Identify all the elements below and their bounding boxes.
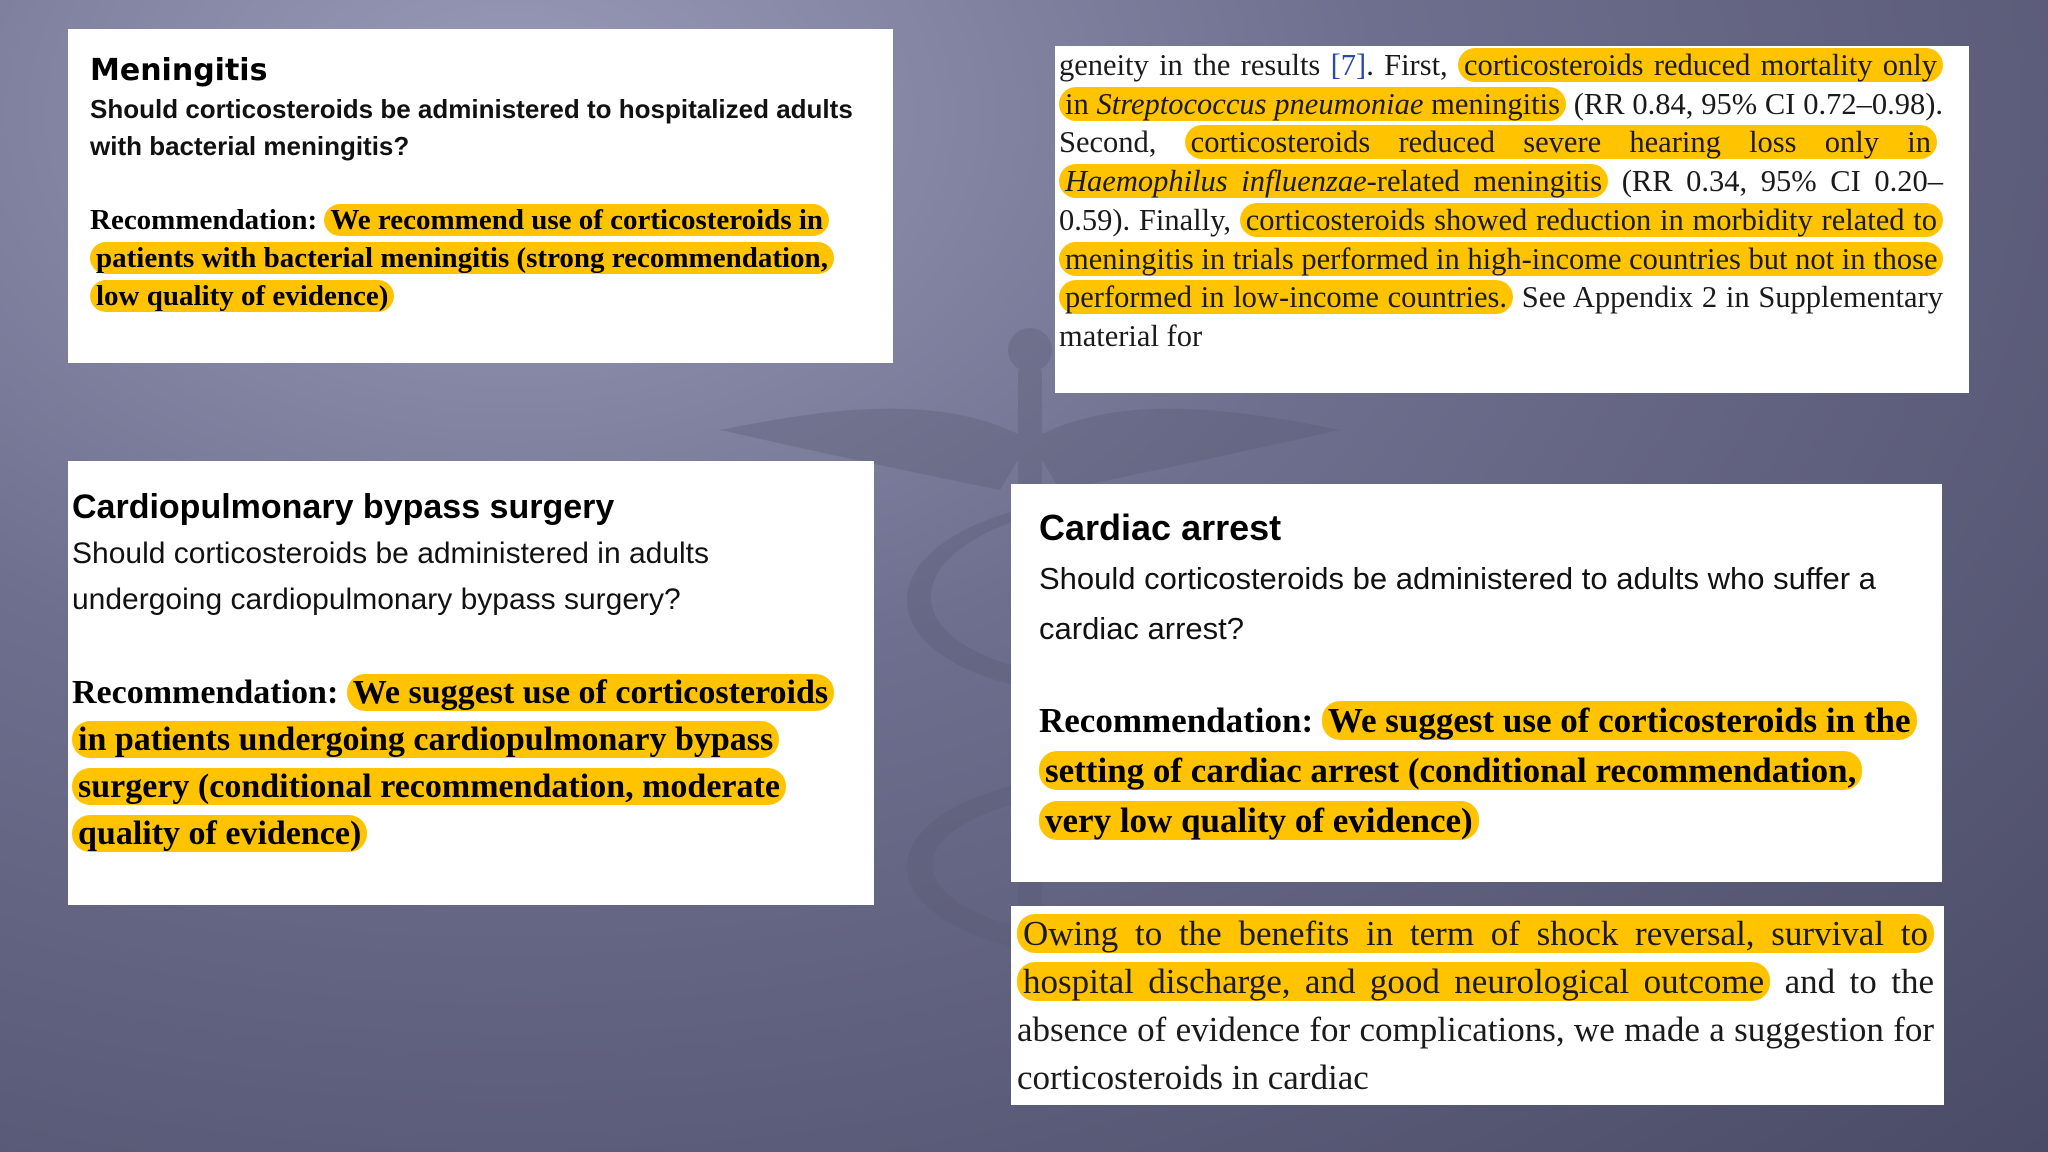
recommendation-label: Recommendation: [1039,701,1314,740]
cardiac-excerpt-paragraph [1017,910,1934,1102]
excerpt-text: (RR 0.34, 95% CI 0.20–0.59). Finally, [1059,164,1943,237]
cardiopulmonary-title: Cardiopulmonary bypass surgery [72,488,615,526]
cardiopulmonary-question: Should corticosteroids be administered in adults undergoing cardiopulmonary bypass surgery? [72,537,710,616]
highlight-text: -related meningitis [1366,164,1603,199]
excerpt-text: . First, [1366,48,1458,82]
excerpt-text: and to the absence of evidence for complications, we made a suggestion for corticosteroids in cardiac [1017,962,1934,1097]
meningitis-excerpt-panel [1055,46,1969,393]
meningitis-excerpt-paragraph [1059,46,1943,356]
meningitis-recommendation [90,201,869,315]
species-name: Haemophilus influenzae [1065,164,1367,199]
meningitis-question: Should corticosteroids be administered to hospitalized adults with bacterial meningitis? [90,94,853,161]
cardiac-arrest-recommendation [1039,696,1926,846]
highlight-text: corticosteroids reduced mortality only in [1065,48,1938,121]
cardiopulmonary-panel [68,461,874,905]
meningitis-panel [68,29,893,363]
cardiac-arrest-title: Cardiac arrest [1039,507,1282,548]
recommendation-text: We suggest use of corticosteroids in the setting of cardiac arrest (conditional recommendation, very low quality of evidence) [1039,701,1917,840]
cardiac-excerpt-panel [1011,906,1944,1105]
recommendation-label: Recommendation: [90,204,318,236]
recommendation-text: We recommend use of corticosteroids in patients with bacterial meningitis (strong recommendation, low quality of evidence) [90,204,834,312]
meningitis-title: Meningitis [90,53,268,88]
citation-link[interactable]: [7] [1330,48,1367,82]
excerpt-highlight: Owing to the benefits in term of shock reversal, survival to hospital discharge, and good neurological outcome [1017,914,1934,1001]
recommendation-text: We suggest use of corticosteroids in patients undergoing cardiopulmonary bypass surgery (conditional recommendation, moderate quality of evidence) [72,674,834,852]
cardiac-arrest-question: Should corticosteroids be administered to adults who suffer a cardiac arrest? [1039,561,1876,646]
highlight-text: corticosteroids reduced severe hearing loss only in [1190,125,1931,160]
cardiac-arrest-panel [1011,484,1942,882]
excerpt-highlight: corticosteroids showed reduction in morbidity related to meningitis in trials performed in high-income countries but not in those performed in low-income countries. [1059,203,1943,314]
species-name: Streptococcus pneumoniae [1096,86,1424,121]
cardiopulmonary-recommendation [72,669,860,857]
recommendation-label: Recommendation: [72,674,339,711]
highlight-text: meningitis [1423,86,1560,121]
excerpt-text: (RR 0.84, 95% CI 0.72–0.98). Second, [1059,86,1943,160]
excerpt-text: geneity in the results [1059,48,1331,82]
excerpt-text: See Appendix 2 in Supplementary material for [1059,280,1943,353]
